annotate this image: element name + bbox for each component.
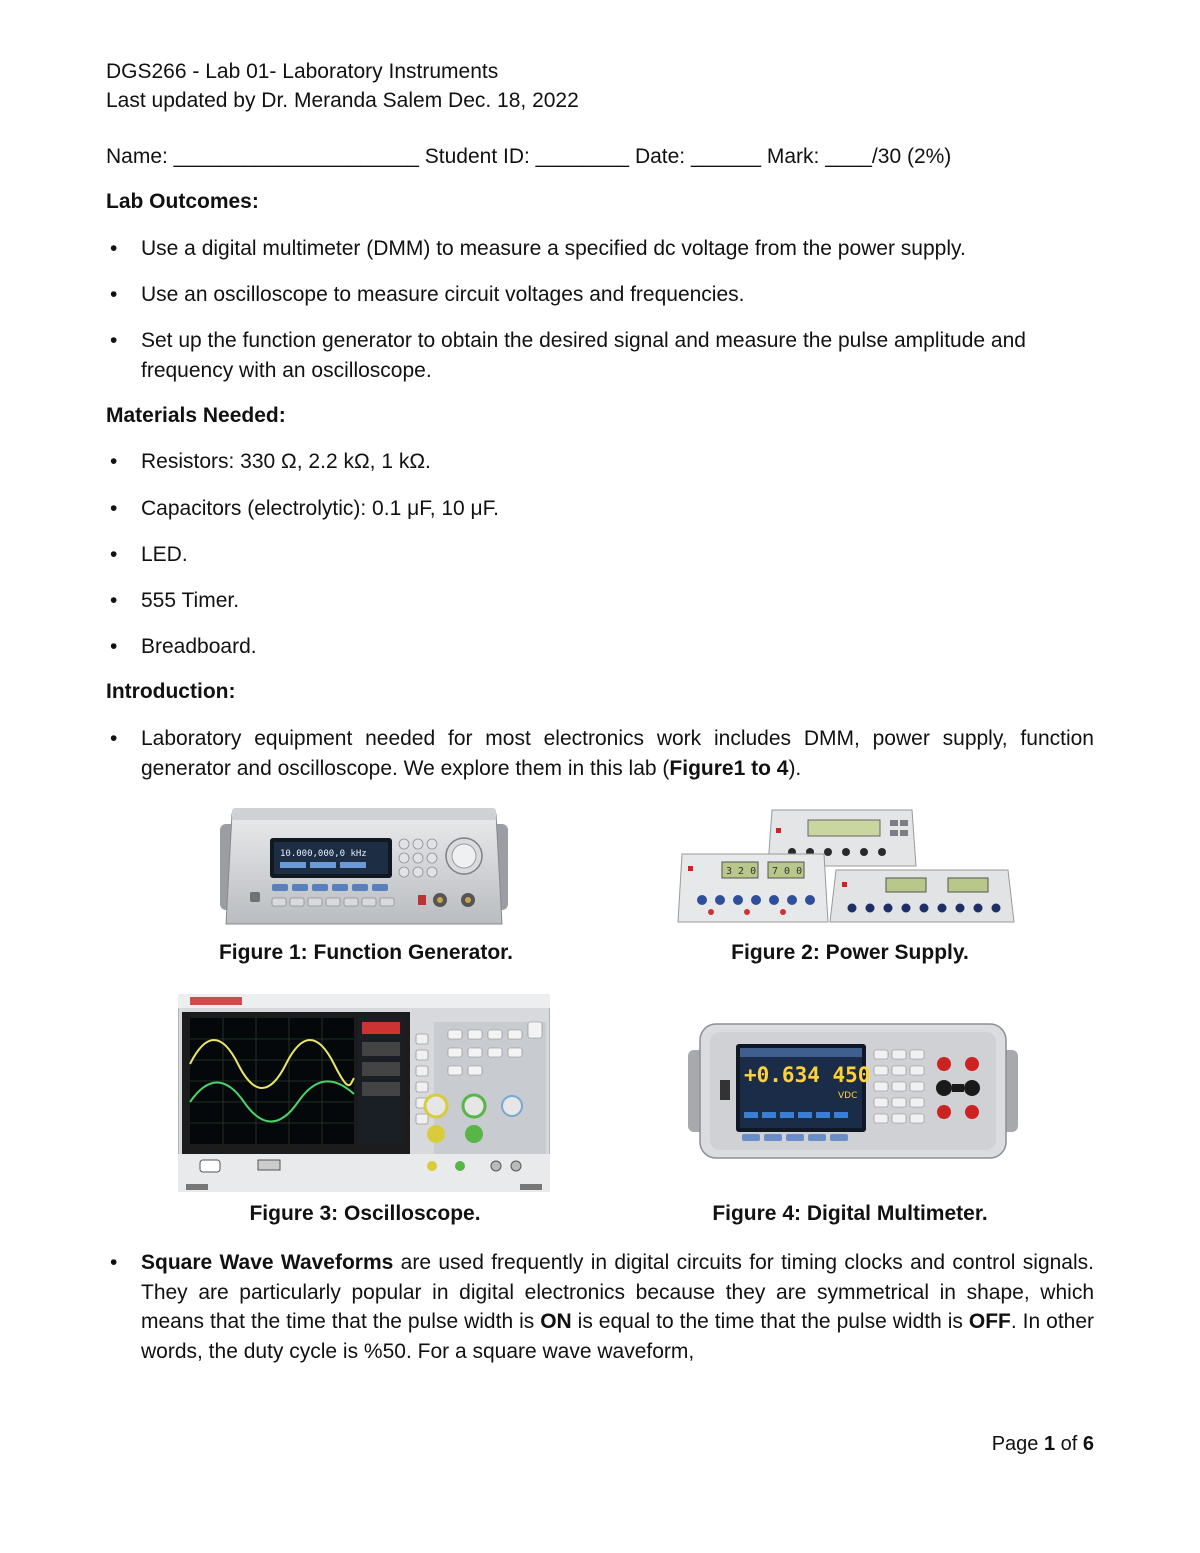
svg-text:10.000,000,0 kHz: 10.000,000,0 kHz [280,849,367,859]
bullet-icon: • [110,237,118,260]
form-line: Name: _____________________ Student ID: ________ Date: ______ Mark: ____/30 (2%) [106,145,952,168]
outcomes-heading: Lab Outcomes: [106,190,259,213]
last-updated: Last updated by Dr. Meranda Salem Dec. 18, 2022 [106,89,579,112]
figure-1-caption: Figure 1: Function Generator. [218,941,514,964]
document-page: DGS266 - Lab 01- Laboratory Instruments Last updated by Dr. Meranda Salem Dec. 18, 2022 Name: _____________________ Student ID: ________ Date: ______ Mark: ____/30 (2%) Lab Outcomes: • Use a digital multimeter (DMM) to measure a specified dc voltage from the power supply. • Use an oscilloscope to measure circuit voltages and frequencies. • Set up the function generator to obtain the desired signal and measure the pulse amplitude and frequency with an oscilloscope. Materials Needed: • Resistors: 330 Ω, 2.2 kΩ, 1 kΩ. • Capacitors (electrolytic): 0.1 μF, 10 μF. • LED. • 555 Timer. • Breadboard. Introduction: • Laboratory equipment needed for most electronics work includes DMM, power supply, function generator and oscilloscope. We explore them in this lab (Figure1 to 4). 10.000,000,0 kHz 3 2 0 7 0 0 Figure 1: Function Generator. Figure 2: Power Supply. +0.634 450 VDC Figure 3: Oscilloscope. Figure 4: Digital Multimeter. • Square Wave Waveforms are used frequently in digital circuits for timing clocks and control signals. They are particularly popular in digital electronics because they are symmetrical in shape, which means that the time that the pulse width is ON is equal to the time that the pulse width is OFF. In other words, the duty cycle is %50. For a square wave waveform, Page 1 of 6 [0,0,1200,1553]
function-generator-image [218,800,510,932]
bullet-icon: • [110,329,118,352]
introduction-heading: Introduction: [106,680,236,703]
svg-text:VDC: VDC [838,1091,858,1101]
figure-4-caption: Figure 4: Digital Multimeter. [712,1202,988,1225]
svg-text:+0.634 450: +0.634 450 [744,1063,871,1087]
page-footer: Page 1 of 6 [991,1433,1094,1455]
svg-text:3 2 0: 3 2 0 [726,866,757,877]
materials-heading: Materials Needed: [106,404,286,427]
bullet-icon: • [110,727,118,750]
bullet-icon: • [110,450,118,473]
figure-2-caption: Figure 2: Power Supply. [731,941,969,964]
svg-text:7 0 0: 7 0 0 [772,866,803,877]
digital-multimeter-image [686,1020,1020,1162]
bullet-icon: • [110,543,118,566]
figure-3-caption: Figure 3: Oscilloscope. [249,1202,481,1225]
oscilloscope-image [178,994,550,1192]
power-supply-image [676,804,1016,930]
bullet-icon: • [110,497,118,520]
bullet-icon: • [110,1251,118,1274]
bullet-icon: • [110,589,118,612]
bullet-icon: • [110,283,118,306]
document-title: DGS266 - Lab 01- Laboratory Instruments [106,60,499,83]
bullet-icon: • [110,635,118,658]
